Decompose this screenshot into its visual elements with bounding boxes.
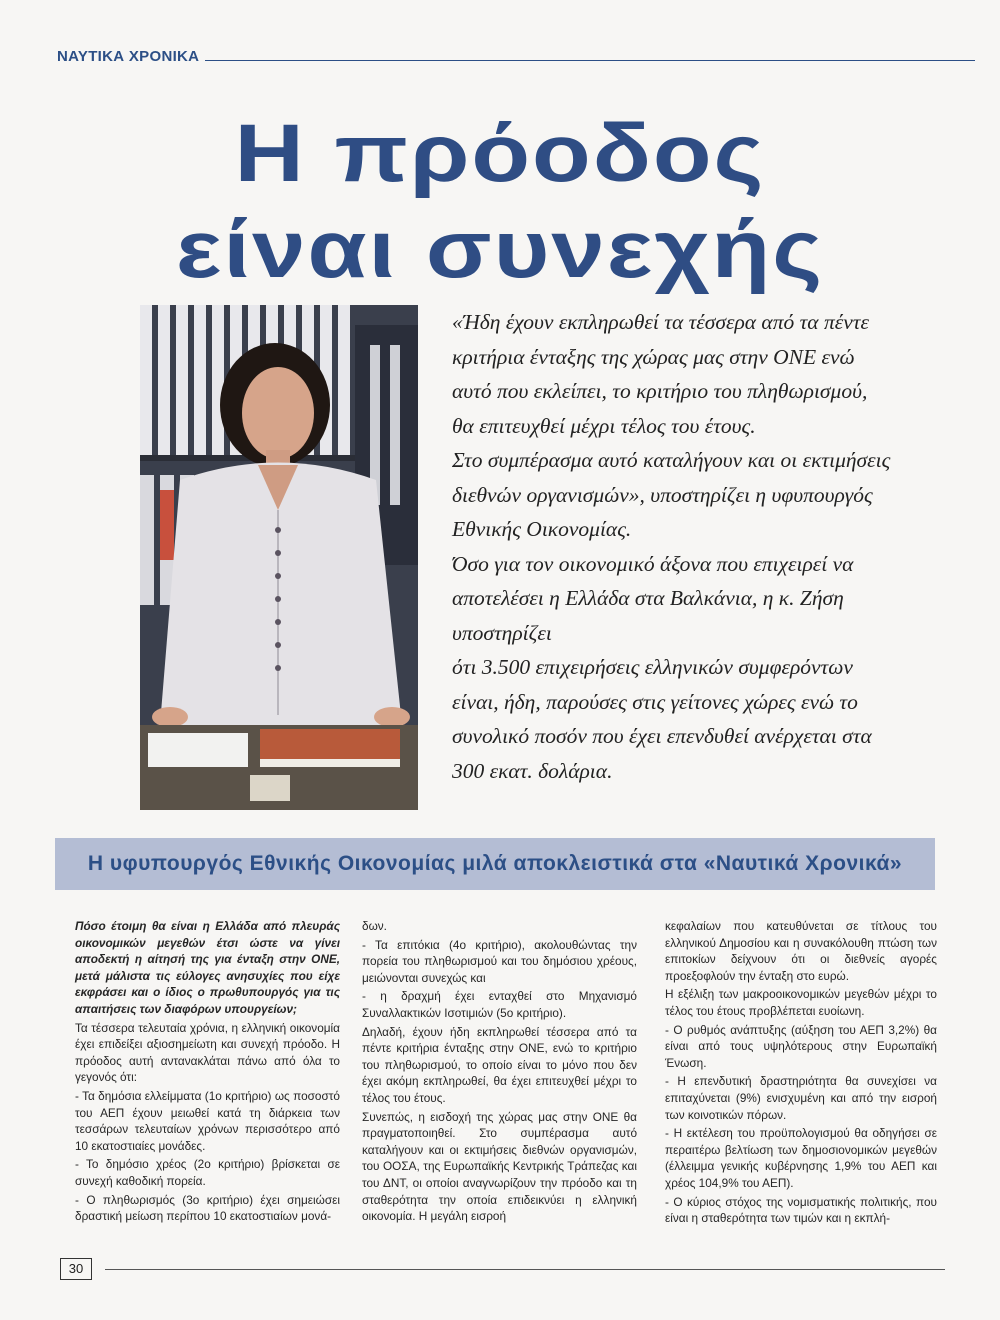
paragraph: - Η επενδυτική δραστηριότητα θα συνεχίσει να επιταχύνεται (9%) ενισχυμένη και από την εισροή των κοινοτικών πόρων. bbox=[665, 1074, 937, 1122]
section-label: ΝΑΥΤΙΚΑ ΧΡΟΝΙΚΑ bbox=[57, 48, 200, 65]
paragraph: - Το δημόσιο χρέος (2ο κριτήριο) βρίσκεται σε συνεχή καθοδική πορεία. bbox=[75, 1157, 340, 1188]
text-column-3 bbox=[665, 918, 937, 1229]
paragraph: Τα τέσσερα τελευταία χρόνια, η ελληνική οικονομία έχει επιδείξει αξιοσημείωτη και συνεχή πρόοδο. Η πρόοδος αυτή αντανακλάται πάνω από όλα το γεγονός ότι: bbox=[75, 1020, 340, 1085]
article-title-line-1: Η πρόοδος bbox=[234, 108, 766, 200]
quote-paragraph: «Ήδη έχουν εκπληρωθεί τα τέσσερα από τα πέντε κριτήρια ένταξης της χώρας μας στην ΟΝΕ ενώ αυτό που εκλείπει, το κριτήριο του πληθωρισμού, θα επιτευχθεί μέχρι τέλος του έτους. bbox=[452, 310, 869, 438]
paragraph: Δηλαδή, έχουν ήδη εκπληρωθεί τέσσερα από τα πέντε κριτήρια ένταξης στην ΟΝΕ, ενώ το κριτήριο του πληθωρισμού, το οποίο είναι το μόνο που δεν έχει ακόμη εκπληρωθεί, θα έχει επιτευχθεί μέχρι το τέλος του έτους. bbox=[362, 1024, 637, 1105]
portrait-photo bbox=[140, 305, 418, 810]
quote-paragraph: ότι 3.500 επιχειρήσεις ελληνικών συμφερόντων είναι, ήδη, παρούσες στις γείτονες χώρες ενώ το συνολικό ποσόν που έχει επενδυθεί ανέρχεται στα 300 εκατ. δολάρια. bbox=[452, 655, 872, 783]
text-column-1 bbox=[75, 918, 340, 1227]
paragraph: Η εξέλιξη των μακροοικονομικών μεγεθών μέχρι το τέλος του έτους προβλέπεται ευοίωνη. bbox=[665, 987, 937, 1018]
quote-paragraph: Όσο για τον οικονομικό άξονα που επιχειρεί να αποτελέσει η Ελλάδα στα Βαλκάνια, η κ. Ζήση υποστηρίζει bbox=[452, 551, 854, 645]
pull-quote bbox=[452, 305, 892, 788]
paragraph: - Ο ρυθμός ανάπτυξης (αύξηση του ΑΕΠ 3,2%) θα είναι από τους υψηλότερους στην Ευρωπαϊκή Ένωση. bbox=[665, 1022, 937, 1070]
quote-paragraph: Στο συμπέρασμα αυτό καταλήγουν και οι εκτιμήσεις διεθνών οργανισμών», υποστηρίζει η υφυπουργός Εθνικής Οικονομίας. bbox=[452, 448, 891, 541]
paragraph: - Ο κύριος στόχος της νομισματικής πολιτικής, που είναι η σταθερότητα των τιμών και η εκπλή- bbox=[665, 1194, 937, 1226]
footer-rule bbox=[105, 1269, 945, 1270]
header-rule bbox=[205, 60, 975, 61]
paragraph: - Η εκτέλεση του προϋπολογισμού θα οδηγήσει σε περαιτέρω βελτίωση των δημοσιονομικών μεγεθών (έλλειμμα γενικής κυβέρνησης 1,9% του ΑΕΠ και χρέος 104,9% του ΑΕΠ). bbox=[665, 1126, 937, 1190]
lead-question: Πόσο έτοιμη θα είναι η Ελλάδα από πλευράς οικονομικών μεγεθών έτσι ώστε να γίνει αποδεκτή η αίτησή της για ένταξη στην ΟΝΕ, μετά μάλιστα τις εύλογες ανησυχίες που είχε εκφράσει και ο ίδιος ο πρωθυπουργός για τις απαιτήσεις των διαφόρων υπουργείων; bbox=[75, 919, 340, 1016]
portrait-illustration bbox=[140, 305, 418, 810]
text-column-2 bbox=[362, 918, 637, 1227]
article-title-line-2: είναι συνεχής bbox=[175, 204, 825, 296]
paragraph: δων. bbox=[362, 919, 387, 933]
paragraph: κεφαλαίων που κατευθύνεται σε τίτλους του ελληνικού Δημοσίου και η συνακόλουθη πτώση των επιτοκίων δείχνουν ότι οι διεθνείς αγορές προεξοφλούν την ένταξη στο ευρώ. bbox=[665, 919, 937, 983]
article-subtitle: Η υφυπουργός Εθνικής Οικονομίας μιλά αποκλειστικά στα «Ναυτικά Χρονικά» bbox=[87, 852, 903, 875]
paragraph: - Τα δημόσια ελλείμματα (1ο κριτήριο) ως ποσοστό του ΑΕΠ έχουν μειωθεί κατά τη διάρκεια των τεσσάρων τελευταίων χρόνων περισσότερο από 10 εκατοστιαίες μονάδες. bbox=[75, 1088, 340, 1153]
paragraph: - Τα επιτόκια (4ο κριτήριο), ακολουθώντας την πορεία του πληθωρισμού και του δημόσιου χρέους, μειώνονται συνεχώς και bbox=[362, 937, 637, 985]
page-number: 30 bbox=[60, 1258, 92, 1280]
paragraph: Συνεπώς, η εισδοχή της χώρας μας στην ΟΝΕ θα πραγματοποιηθεί. Στο συμπέρασμα αυτό καταλήγουν και οι εκτιμήσεις διεθνών οργανισμών, του ΟΟΣΑ, της Ευρωπαϊκής Κεντρικής Τράπεζας και του ΔΝΤ, οι οποίοι αναγνωρίζουν την πρόοδο και τη σταθερότητα την οποία επιδεικνύει η ελληνική οικονομία. Η μεγάλη εισροή bbox=[362, 1109, 637, 1224]
paragraph: - η δραχμή έχει ενταχθεί στο Μηχανισμό Συναλλακτικών Ισοτιμιών (5ο κριτήριο). bbox=[362, 989, 637, 1020]
paragraph: - Ο πληθωρισμός (3ο κριτήριο) έχει σημειώσει δραστική μείωση περίπου 10 εκατοστιαίων μονά- bbox=[75, 1192, 340, 1224]
